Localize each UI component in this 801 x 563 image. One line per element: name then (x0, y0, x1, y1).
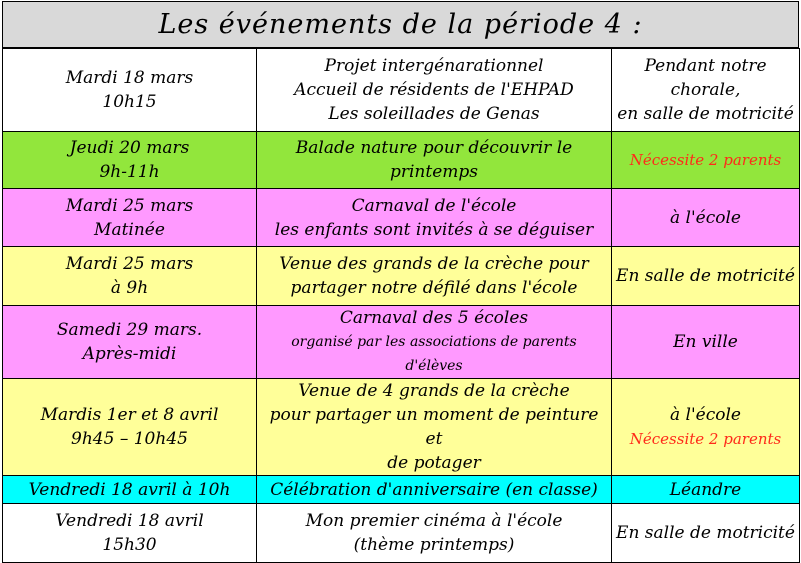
place-line: Léandre (669, 479, 742, 500)
note-line: Nécessite 2 parents (629, 151, 782, 169)
event-cell (257, 132, 612, 189)
event-line: Les soleillades de Genas (328, 104, 540, 124)
event-line: Balade nature pour découvrir le (295, 138, 573, 158)
event-line: Carnaval de l'école (351, 195, 517, 216)
event-cell (257, 49, 612, 132)
time-line: 15h30 (102, 535, 157, 555)
event-cell (257, 476, 612, 504)
event-line: Mon premier cinéma à l'école (305, 511, 563, 531)
event-line: Projet intergénarationnel (324, 56, 544, 76)
table-row (3, 306, 800, 379)
event-line: Carnaval des 5 écoles (339, 308, 529, 328)
date-cell (3, 504, 257, 563)
time-line: à 9h (110, 278, 149, 298)
place-cell (612, 49, 800, 132)
event-cell (257, 189, 612, 247)
event-line: (thème printemps) (353, 535, 515, 555)
table-row (3, 504, 800, 563)
place-cell (612, 247, 800, 306)
place-line: En salle de motricité (616, 266, 795, 286)
time-line: Après-midi (82, 344, 177, 364)
date-line: Mardi 25 mars (65, 195, 194, 216)
place-line: en salle de motricité (617, 104, 794, 124)
date-cell (3, 379, 257, 476)
event-cell (257, 306, 612, 379)
table-row (3, 49, 800, 132)
event-line: partager notre défilé dans l'école (290, 278, 578, 298)
date-cell (3, 49, 257, 132)
date-line: Mardi 25 mars (65, 254, 194, 274)
event-line: printemps (389, 162, 478, 182)
table-row (3, 476, 800, 504)
place-cell (612, 306, 800, 379)
place-cell (612, 189, 800, 247)
event-cell (257, 504, 612, 563)
date-cell (3, 306, 257, 379)
event-line: Accueil de résidents de l'EHPAD (294, 80, 574, 100)
event-cell (257, 379, 612, 476)
date-line: Vendredi 18 avril à 10h (28, 479, 231, 500)
note-line: Nécessite 2 parents (629, 430, 782, 448)
date-line: Jeudi 20 mars (69, 138, 190, 158)
table-row (3, 132, 800, 189)
time-line: 9h-11h (99, 162, 160, 182)
event-line: les enfants sont invités à se déguiser (274, 219, 594, 240)
table-row (3, 379, 800, 476)
events-table (2, 48, 800, 563)
event-line: Venue des grands de la crèche pour (279, 254, 589, 274)
time-line: 9h45 – 10h45 (71, 429, 188, 449)
event-line: pour partager un moment de peinture et (269, 405, 599, 449)
date-line: Mardis 1er et 8 avril (40, 405, 219, 425)
date-line: Vendredi 18 avril (55, 511, 204, 531)
place-line: Pendant notre chorale, (644, 56, 767, 100)
event-line: Venue de 4 grands de la crèche (298, 381, 570, 401)
date-cell (3, 132, 257, 189)
place-line: En salle de motricité (616, 523, 795, 543)
date-cell (3, 189, 257, 247)
time-line: 10h15 (102, 92, 157, 112)
place-cell (612, 132, 800, 189)
page-title: Les événements de la période 4 : (2, 1, 799, 48)
date-line: Mardi 18 mars (65, 68, 194, 88)
date-cell (3, 476, 257, 504)
date-cell (3, 247, 257, 306)
place-line: à l'école (670, 207, 741, 228)
event-cell (257, 247, 612, 306)
time-line: Matinée (94, 219, 165, 240)
place-cell (612, 504, 800, 563)
event-line: de potager (387, 453, 481, 473)
event-line: organisé par les associations de parents d'élèves (291, 334, 577, 374)
place-cell (612, 379, 800, 476)
date-line: Samedi 29 mars. (56, 320, 203, 340)
place-line: à l'école (670, 405, 741, 425)
event-line: Célébration d'anniversaire (en classe) (270, 479, 598, 500)
place-line: En ville (673, 332, 738, 352)
table-row (3, 189, 800, 247)
place-cell (612, 476, 800, 504)
table-row (3, 247, 800, 306)
